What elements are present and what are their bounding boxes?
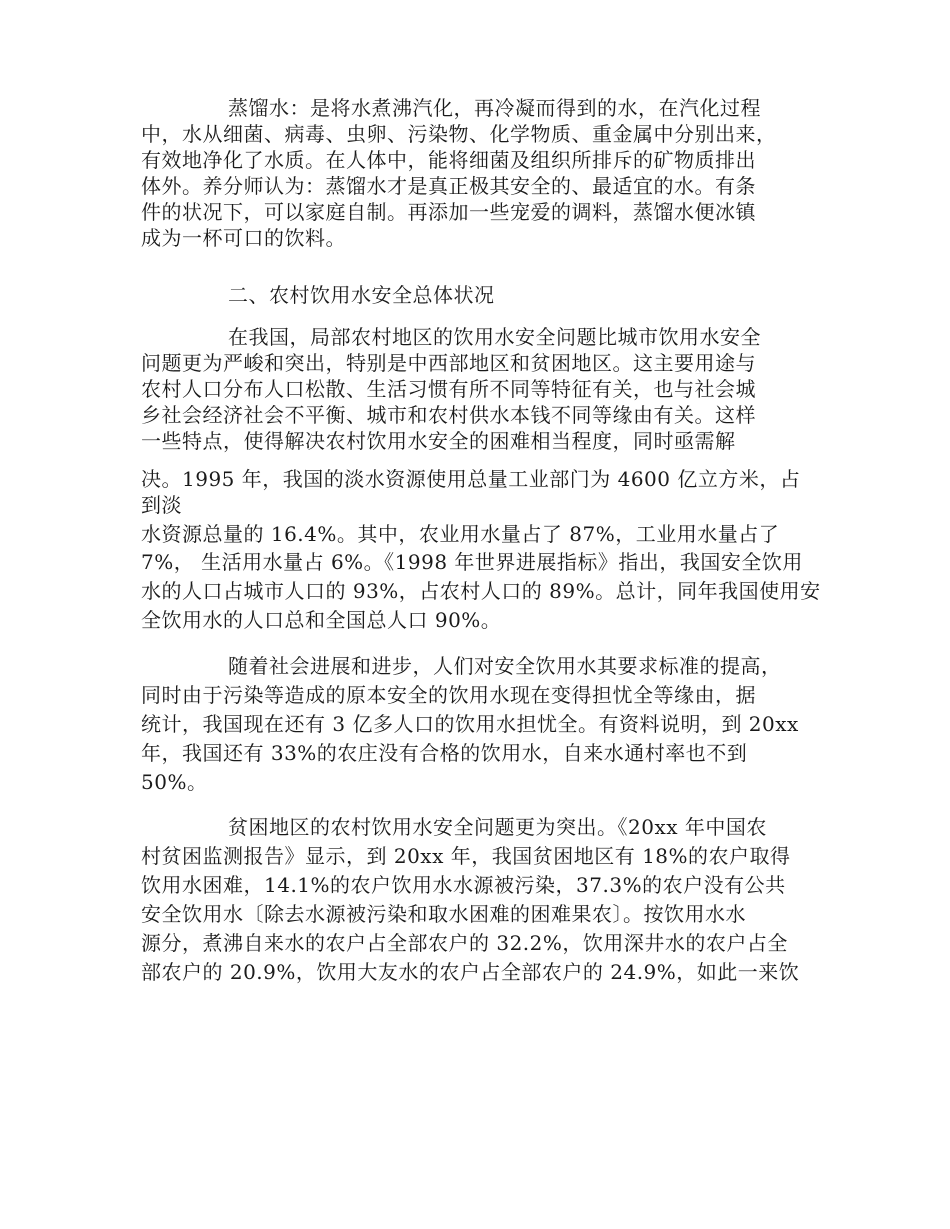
text-line: 统计，我国现在还有 3 亿多人口的饮用水担忧全。有资料说明，到 20xx	[141, 712, 799, 736]
section-heading: 二、农村饮用水安全总体状况	[228, 283, 495, 307]
text-line: 蒸馏水：是将水煮沸汽化，再冷凝而得到的水，在汽化过程	[228, 96, 761, 120]
text-line: 到淡	[141, 493, 182, 517]
text-line: 全饮用水的人口总和全国总人口 90%。	[141, 608, 502, 632]
text-line: 随着社会进展和进步，人们对安全饮用水其要求标准的提高，	[228, 654, 782, 678]
text-line: 体外。养分师认为：蒸馏水才是真正极其安全的、最适宜的水。有条	[141, 174, 756, 198]
text-line: 农村人口分布人口松散、生活习惯有所不同等特征有关，也与社会城	[141, 377, 756, 401]
text-line: 成为一杯可口的饮料。	[141, 226, 346, 250]
text-line: 乡社会经济社会不平衡、城市和农村供水本钱不同等缘由有关。这样	[141, 403, 756, 427]
text-line: 部农户的 20.9%，饮用大友水的农户占全部农户的 24.9%，如此一来饮	[141, 960, 800, 984]
text-line: 件的状况下，可以家庭自制。再添加一些宠爱的调料，蒸馏水便冰镇	[141, 200, 756, 224]
text-line: 在我国，局部农村地区的饮用水安全问题比城市饮用水安全	[228, 325, 761, 349]
text-line: 决。1995 年，我国的淡水资源使用总量工业部门为 4600 亿立方米，占	[141, 467, 801, 491]
text-line: 一些特点，使得解决农村饮用水安全的困难相当程度，同时亟需解	[141, 429, 736, 453]
text-line: 中，水从细菌、病毒、虫卵、污染物、化学物质、重金属中分别出来，	[141, 122, 777, 146]
text-line: 贫困地区的农村饮用水安全问题更为突出。《20xx 年中国农	[228, 815, 767, 839]
text-line: 村贫困监测报告》显示，到 20xx 年，我国贫困地区有 18%的农户取得	[141, 844, 791, 868]
text-line: 年，我国还有 33%的农庄没有合格的饮用水，自来水通村率也不到	[141, 741, 748, 765]
text-line: 饮用水困难，14.1%的农户饮用水水源被污染，37.3%的农户没有公共	[141, 873, 786, 897]
text-line: 50%。	[141, 770, 208, 794]
text-line: 安全饮用水〔除去水源被污染和取水困难的困难果农〕。按饮用水水	[141, 902, 746, 926]
text-line: 同时由于污染等造成的原本安全的饮用水现在变得担忧全等缘由，据	[141, 683, 756, 707]
text-line: 源分，煮沸自来水的农户占全部农户的 32.2%，饮用深井水的农户占全	[141, 931, 788, 955]
text-line: 水的人口占城市人口的 93%，占农村人口的 89%。总计，同年我国使用安	[141, 579, 821, 603]
text-line: 7%， 生活用水量占 6%。《1998 年世界进展指标》指出，我国安全饮用	[141, 550, 803, 574]
text-line: 问题更为严峻和突出，特别是中西部地区和贫困地区。这主要用途与	[141, 351, 756, 375]
text-line: 有效地净化了水质。在人体中，能将细菌及组织所排斥的矿物质排出	[141, 148, 756, 172]
text-line: 水资源总量的 16.4%。其中，农业用水量占了 87%，工业用水量占了	[141, 522, 780, 546]
